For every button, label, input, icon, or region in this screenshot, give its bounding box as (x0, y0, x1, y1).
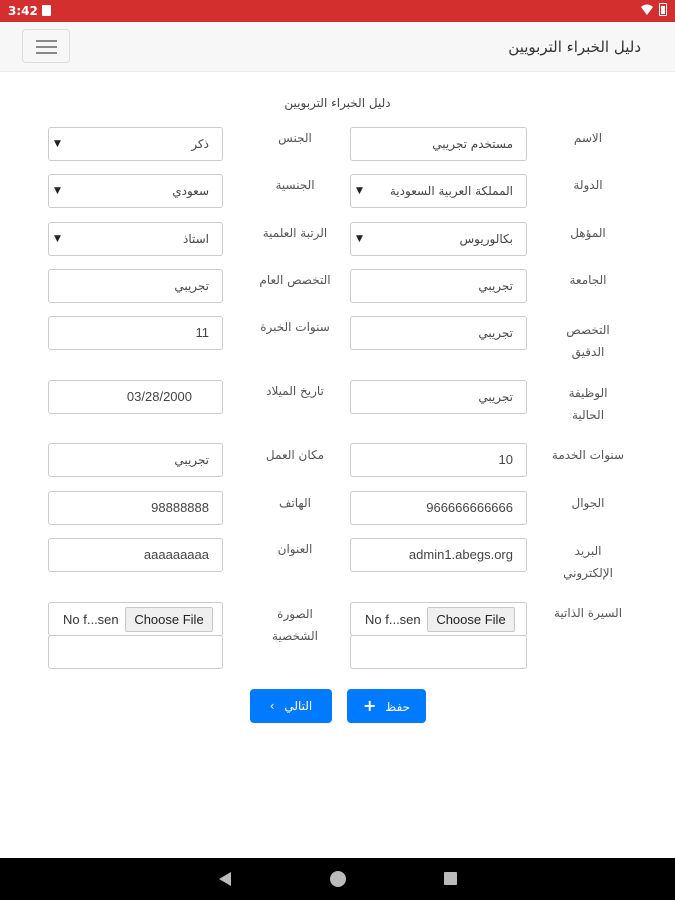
back-icon[interactable] (219, 872, 231, 886)
photo-label: الصورة الشخصية (272, 607, 318, 643)
cv-label: السيرة الذاتية (553, 606, 623, 620)
save-button-label: حفظ (385, 700, 411, 714)
gender-label: الجنس (278, 131, 312, 145)
nationality-value: سعودي (172, 184, 209, 198)
mobile-label: الجوال (571, 496, 605, 510)
current-job-label: الوظيفة الحالية (568, 386, 608, 422)
chevron-right-icon: › (269, 699, 275, 713)
academic-rank-select[interactable] (48, 222, 223, 256)
home-icon[interactable] (330, 871, 346, 887)
gender-value: ذكر (191, 137, 209, 151)
mobile-field[interactable]: 966666666666 (350, 491, 527, 525)
photo-file-input[interactable] (48, 602, 223, 636)
photo-file-name: No f...sen (63, 612, 119, 627)
academic-rank-label: الرتبة العلمية (262, 226, 328, 240)
sd-card-icon (42, 5, 51, 16)
next-button[interactable] (250, 689, 332, 723)
caret-down-icon: ▼ (54, 234, 61, 244)
next-button-label: التالي (284, 699, 313, 713)
status-time: 3:42 (8, 4, 38, 18)
caret-down-icon: ▼ (54, 186, 61, 196)
country-select[interactable] (350, 174, 527, 208)
precise-specialty-label: التخصص الدقيق (566, 323, 610, 359)
nationality-label: الجنسية (275, 178, 315, 192)
university-label: الجامعة (569, 273, 607, 287)
status-icons (641, 3, 667, 16)
qualification-value: بكالوريوس (459, 232, 513, 246)
general-specialty-label: التخصص العام (259, 273, 331, 287)
university-field[interactable]: تجريبي (350, 269, 527, 303)
experience-years-label: سنوات الخبرة (260, 320, 330, 334)
status-bar (0, 0, 675, 22)
photo-extra-field[interactable] (48, 635, 223, 669)
caret-down-icon: ▼ (356, 186, 363, 196)
precise-specialty-field[interactable]: تجريبي (350, 316, 527, 350)
birth-date-field[interactable]: 03/28/2000 (48, 380, 223, 414)
country-value: المملكة العربية السعودية (389, 184, 513, 198)
app-bar (0, 22, 675, 72)
menu-icon (36, 40, 57, 42)
photo-choose-file-button[interactable]: Choose File (125, 607, 213, 632)
cv-file-input[interactable] (350, 602, 527, 636)
wifi-icon (641, 4, 653, 16)
academic-rank-value: استاذ (182, 232, 209, 246)
service-years-label: سنوات الخدمة (551, 448, 625, 462)
navigation-bar (0, 858, 675, 900)
name-field[interactable]: مستخدم تجريبي (350, 127, 527, 161)
email-label: البريد الإلكتروني (563, 544, 613, 580)
form-title: دليل الخبراء التربويين (284, 96, 391, 110)
service-years-field[interactable]: 10 (350, 443, 527, 477)
menu-button[interactable] (22, 29, 70, 63)
gender-select[interactable] (48, 127, 223, 161)
battery-icon (659, 3, 667, 16)
recent-apps-icon[interactable] (444, 872, 457, 885)
name-label: الاسم (573, 131, 603, 145)
current-job-field[interactable]: تجريبي (350, 380, 527, 414)
cv-file-name: No f...sen (365, 612, 421, 627)
address-label: العنوان (277, 542, 313, 556)
nationality-select[interactable] (48, 174, 223, 208)
experience-years-field[interactable]: 11 (48, 316, 223, 350)
cv-choose-file-button[interactable]: Choose File (427, 607, 515, 632)
general-specialty-field[interactable]: تجريبي (48, 269, 223, 303)
qualification-label: المؤهل (570, 226, 606, 240)
app-title: دليل الخبراء التربويين (508, 38, 641, 56)
work-place-label: مكان العمل (265, 448, 325, 462)
save-button[interactable] (347, 689, 426, 723)
address-field[interactable]: aaaaaaaaa (48, 538, 223, 572)
plus-icon: + (362, 696, 377, 715)
caret-down-icon: ▼ (356, 234, 363, 244)
cv-extra-field[interactable] (350, 635, 527, 669)
birth-date-label: تاريخ الميلاد (266, 384, 324, 398)
email-field[interactable]: admin1.abegs.org (350, 538, 527, 572)
phone-label: الهاتف (279, 496, 311, 510)
work-place-field[interactable]: تجريبي (48, 443, 223, 477)
caret-down-icon: ▼ (54, 139, 61, 149)
country-label: الدولة (573, 178, 603, 192)
qualification-select[interactable] (350, 222, 527, 256)
phone-field[interactable]: 98888888 (48, 491, 223, 525)
